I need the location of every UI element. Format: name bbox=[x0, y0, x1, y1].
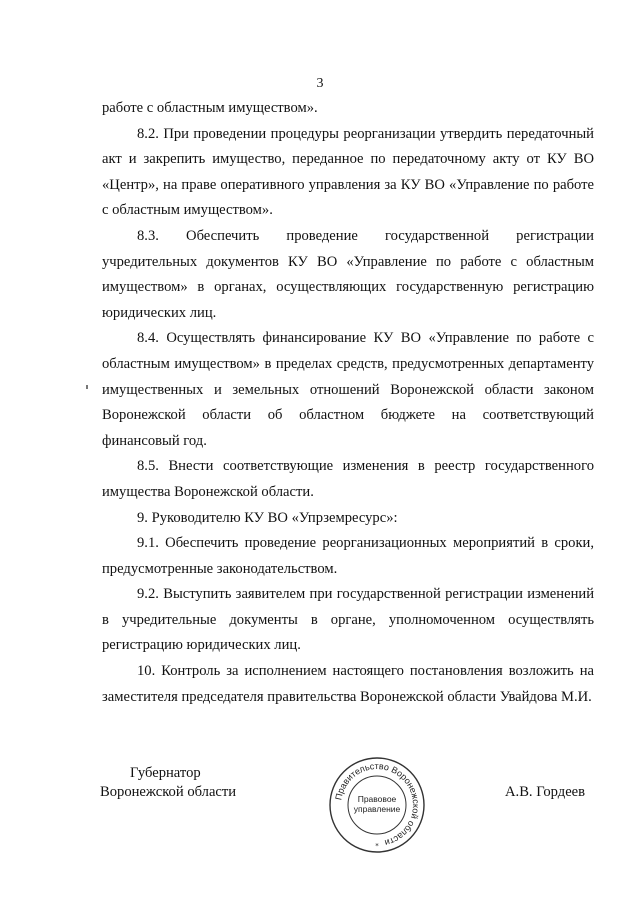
signatory-region: Воронежской области bbox=[100, 784, 237, 800]
stamp-star-icon: * bbox=[375, 842, 379, 850]
official-stamp bbox=[327, 755, 427, 855]
paragraph-8-5: 8.5. Внести соответствующие изменения в реестр государственного имущества Воронежской области. bbox=[102, 458, 594, 500]
stamp-center-line1: Правовое bbox=[357, 794, 397, 804]
margin-mark bbox=[86, 385, 88, 389]
paragraph-continuation: работе с областным имуществом». bbox=[102, 100, 318, 116]
paragraph-9-2: 9.2. Выступить заявителем при государственной регистрации изменений в учредительные документы в органе, уполномоченном осуществлять регистрацию юридических лиц. bbox=[102, 586, 594, 654]
stamp-ring-text: Правительство Воронежской области bbox=[333, 760, 422, 849]
signatory-position: Губернатор bbox=[130, 765, 201, 781]
page-number: 3 bbox=[316, 76, 324, 91]
stamp-center-line2: управление bbox=[353, 804, 401, 814]
signatory-title bbox=[100, 764, 236, 802]
paragraph-9-1: 9.1. Обеспечить проведение реорганизационных мероприятий в сроки, предусмотренные законодательством. bbox=[102, 535, 594, 577]
paragraph-8-2: 8.2. При проведении процедуры реорганизации утвердить передаточный акт и закрепить имущество, переданное по передаточному акту от КУ ВО «Центр», на праве оперативного управления за КУ ВО «Управление по работе с областным имуществом». bbox=[102, 125, 594, 219]
paragraph-9: 9. Руководителю КУ ВО «Упрземресурс»: bbox=[137, 509, 398, 526]
document-body bbox=[102, 96, 594, 710]
paragraph-8-3: 8.3. Обеспечить проведение государственной регистрации учредительных документов КУ ВО «Управление по работе с областным имуществом» в органах, осуществляющих государственную регистрацию юридических лиц. bbox=[102, 227, 594, 321]
paragraph-8-4: 8.4. Осуществлять финансирование КУ ВО «Управление по работе с областным имуществом» в пределах средств, предусмотренных департаменту имущественных и земельных отношений Воронежской области законом Воронежской области об областном бюджете на соответствующий финансовый год. bbox=[102, 330, 594, 449]
paragraph-10: 10. Контроль за исполнением настоящего постановления возложить на заместителя председателя правительства Воронежской области Увайдова М.И. bbox=[102, 663, 594, 705]
signatory-name: А.В. Гордеев bbox=[505, 784, 586, 800]
